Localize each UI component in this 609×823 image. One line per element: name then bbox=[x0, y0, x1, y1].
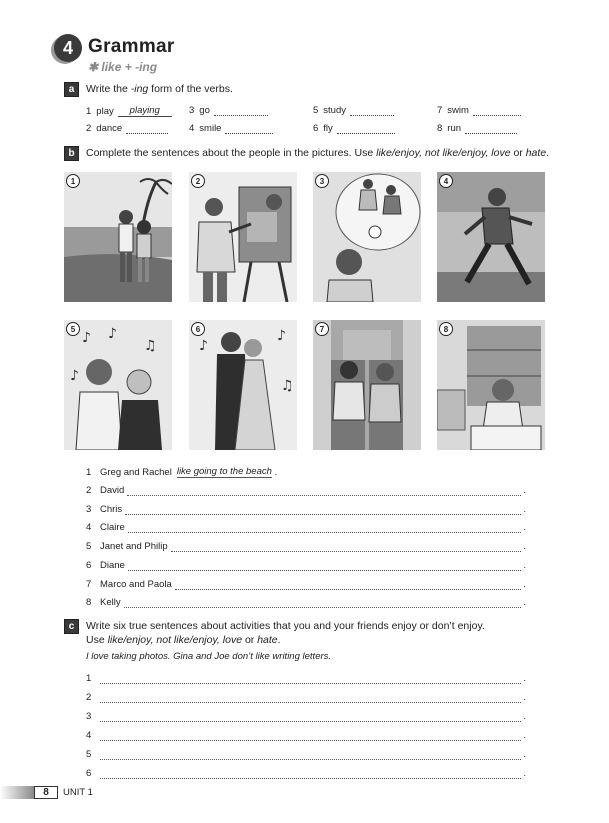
answer-field[interactable] bbox=[350, 105, 394, 116]
footer-gradient-bar bbox=[0, 786, 34, 799]
sentence-row: 8 Kelly . bbox=[86, 597, 526, 608]
verb-item: 7 swim bbox=[437, 105, 521, 116]
exercise-a-instruction: Write the -ing form of the verbs. bbox=[86, 83, 233, 95]
picture-painter bbox=[189, 172, 297, 302]
writing-line: 2 . bbox=[86, 692, 526, 703]
picture-number: 1 bbox=[66, 174, 80, 188]
svg-text:♫: ♫ bbox=[281, 378, 294, 394]
section-number: 4 bbox=[54, 34, 82, 62]
exercise-c-instruction-use: Use like/enjoy, not like/enjoy, love or hate. bbox=[86, 634, 281, 646]
answer-field[interactable]: like going to the beach bbox=[176, 466, 272, 477]
exercise-b-instruction: Complete the sentences about the people in the pictures. Use like/enjoy, not like/enjoy, love or hate. bbox=[86, 147, 550, 159]
picture-beach-couple bbox=[64, 172, 172, 302]
answer-field[interactable] bbox=[125, 505, 521, 515]
verb-item: 6 fly bbox=[313, 123, 395, 134]
verb-item: 3 go bbox=[189, 105, 268, 116]
picture-number: 6 bbox=[191, 322, 205, 336]
answer-field[interactable] bbox=[100, 769, 521, 779]
picture-dancing-couple bbox=[189, 320, 297, 450]
writing-line: 5 . bbox=[86, 749, 526, 760]
svg-text:♪: ♪ bbox=[108, 326, 117, 342]
verb-item: 4 smile bbox=[189, 123, 273, 134]
exercise-c-label: c bbox=[64, 619, 79, 634]
answer-field[interactable] bbox=[175, 580, 522, 590]
svg-text:♪: ♪ bbox=[277, 328, 286, 344]
sentence-row: 3 Chris . bbox=[86, 504, 526, 515]
exercise-c-instruction: Write six true sentences about activities that you and your friends enjoy or don’t enjoy. bbox=[86, 620, 485, 632]
unit-label: UNIT 1 bbox=[63, 787, 93, 798]
answer-field[interactable] bbox=[225, 123, 273, 134]
answer-field[interactable] bbox=[128, 561, 522, 571]
sentence-row: 2 David . bbox=[86, 485, 526, 496]
verb-item: 8 run bbox=[437, 123, 517, 134]
picture-football-dream bbox=[313, 172, 421, 302]
writing-line: 1 . bbox=[86, 673, 526, 684]
sentence-row: 1 Greg and Rachel like going to the beach . bbox=[86, 466, 278, 478]
answer-field[interactable] bbox=[214, 105, 268, 116]
picture-studying-girl bbox=[437, 320, 545, 450]
picture-number: 4 bbox=[439, 174, 453, 188]
answer-field[interactable] bbox=[100, 731, 521, 741]
exercise-a-label: a bbox=[64, 82, 79, 97]
writing-line: 4 . bbox=[86, 730, 526, 741]
sentence-row: 7 Marco and Paola . bbox=[86, 579, 526, 590]
svg-text:♪: ♪ bbox=[70, 368, 79, 384]
picture-number: 2 bbox=[191, 174, 205, 188]
picture-number: 3 bbox=[315, 174, 329, 188]
answer-field[interactable] bbox=[124, 598, 522, 608]
exercise-b-label: b bbox=[64, 146, 79, 161]
sentence-row: 6 Diane . bbox=[86, 560, 526, 571]
answer-field[interactable] bbox=[100, 750, 521, 760]
answer-field[interactable] bbox=[128, 523, 522, 533]
picture-runner bbox=[437, 172, 545, 302]
verb-item: 2 dance bbox=[86, 123, 168, 134]
answer-field[interactable] bbox=[100, 693, 521, 703]
svg-text:♫: ♫ bbox=[144, 338, 157, 354]
page-number: 8 bbox=[34, 786, 58, 799]
section-subtitle: ✱ like + -ing bbox=[88, 60, 158, 74]
picture-number: 8 bbox=[439, 322, 453, 336]
verb-item: 1 play playing bbox=[86, 105, 172, 117]
svg-text:♪: ♪ bbox=[82, 330, 91, 346]
picture-travellers bbox=[313, 320, 421, 450]
answer-field[interactable]: playing bbox=[118, 105, 172, 117]
sentence-row: 5 Janet and Philip . bbox=[86, 541, 526, 552]
answer-field[interactable] bbox=[465, 123, 517, 134]
sentence-row: 4 Claire . bbox=[86, 522, 526, 533]
answer-field[interactable] bbox=[100, 674, 521, 684]
answer-field[interactable] bbox=[473, 105, 521, 116]
picture-music-listeners bbox=[64, 320, 172, 450]
writing-line: 3 . bbox=[86, 711, 526, 722]
answer-field[interactable] bbox=[171, 542, 522, 552]
answer-field[interactable] bbox=[337, 123, 395, 134]
answer-field[interactable] bbox=[127, 486, 521, 496]
picture-number: 7 bbox=[315, 322, 329, 336]
writing-line: 6 . bbox=[86, 768, 526, 779]
example-sentence: I love taking photos. Gina and Joe don’t like writing letters. bbox=[86, 651, 332, 662]
section-title: Grammar bbox=[88, 36, 175, 57]
answer-field[interactable] bbox=[126, 123, 168, 134]
answer-field[interactable] bbox=[100, 712, 521, 722]
verb-item: 5 study bbox=[313, 105, 394, 116]
picture-number: 5 bbox=[66, 322, 80, 336]
svg-text:♪: ♪ bbox=[199, 338, 208, 354]
